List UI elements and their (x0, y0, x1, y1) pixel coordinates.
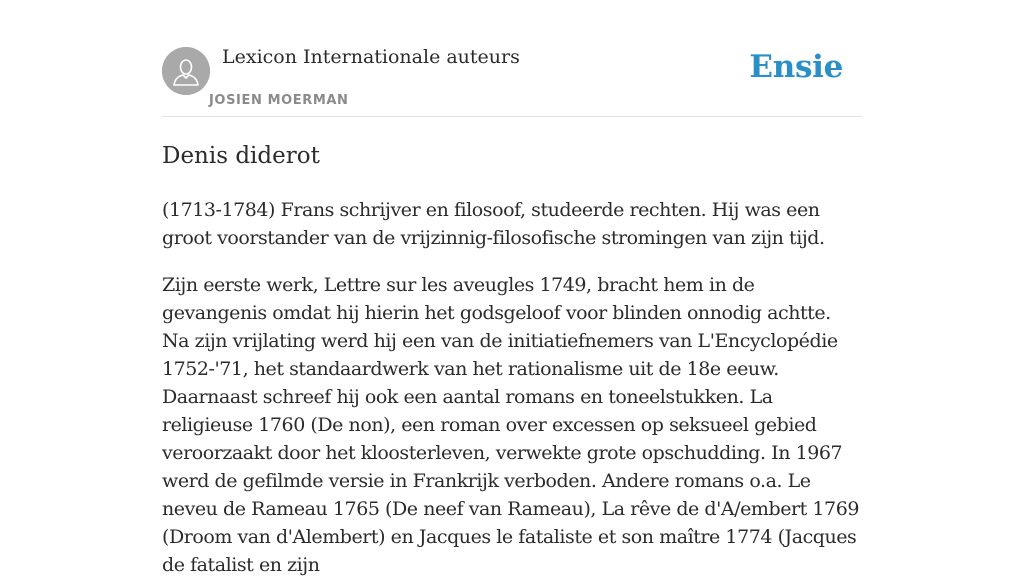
article-paragraph: (1713-1784) Frans schrijver en filosoof, studeerde rechten. Hij was een groot voorstander van de vrijzinnig-filosofische stromingen van zijn tijd. (162, 199, 825, 249)
article-title: Denis diderot (162, 143, 320, 169)
article-paragraph: Zijn eerste werk, Lettre sur les aveugles 1749, bracht hem in de gevangenis omdat hij hierin het godsgeloof voor blinden onnodig achtte. Na zijn vrijlating werd hij een van de initiatiefnemers van L'Encyclopédie 1752-'71, het standaardwerk van het rationalisme uit de 18e eeuw. Daarnaast schreef hij ook een aantal romans en toneelstukken. La religieuse 1760 (De non), een roman over excessen op seksueel gebied veroorzaakt door het kloosterleven, verwekte grote opschudding. In 1967 werd de gefilmde versie in Frankrijk verboden. Andere romans o.a. Le neveu de Rameau 1765 (De neef van Rameau), La rêve de d'A/embert 1769 (Droom van d'Alembert) en Jacques le fataliste et son maître 1774 (Jacques de fatalist en zijn (162, 274, 859, 576)
publication-title[interactable]: Lexicon Internationale auteurs (222, 46, 520, 68)
avatar[interactable] (162, 47, 210, 95)
page-header (162, 0, 862, 117)
user-avatar-icon (162, 47, 210, 95)
brand-logo[interactable]: Ensie (749, 49, 843, 85)
page-container (162, 0, 862, 579)
author-name[interactable]: JOSIEN MOERMAN (209, 93, 349, 108)
article-body (162, 196, 862, 579)
